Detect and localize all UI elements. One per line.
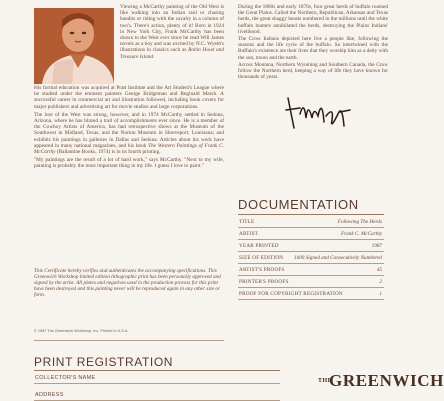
bio-para1-book: Robin Hood and Treasure Island.	[120, 47, 225, 60]
documentation-heading: DOCUMENTATION	[238, 197, 359, 212]
doc-value: 2	[379, 279, 382, 285]
doc-value: 1000 Signed and Consecutively Numbered	[294, 255, 382, 261]
registration-top-rule	[34, 340, 224, 341]
doc-row-year	[238, 240, 384, 252]
doc-value: 45	[376, 267, 382, 273]
bio-para2-end: (Ballantine Books, 1974) is in its fourth printing.	[56, 149, 161, 156]
doc-label: ARTIST	[239, 231, 259, 237]
address-field[interactable]	[34, 388, 280, 401]
doc-value: Following The Herds	[337, 219, 382, 225]
doc-value: 1	[379, 291, 382, 297]
painting-history-text	[238, 4, 388, 81]
doc-label: PROOF FOR COPYRIGHT REGISTRATION	[239, 291, 343, 297]
collector-name-label: COLLECTOR'S NAME	[35, 375, 96, 381]
certificate-statement: This Certificate hereby verifies and authenticates the accompanying specifications. This Greenwich Workshop limited edition lithographic print has been personally approved and signed by the artist. All plates and negatives used in the production process for this print have been destroyed and this painting never will be reproduced again in any other size or form.	[34, 268, 221, 299]
bio-para2-book: The Western Paintings of Frank C. McCarthy	[34, 142, 225, 156]
bio-para1-start: Born in 1924 in New York City, Frank McCarthy has been drawn to the West ever since he read Will James novels as a boy and was excited by N.C. Wyeth's illustrations in classics such as	[120, 22, 224, 54]
doc-value: Frank C. McCarthy	[340, 231, 382, 237]
doc-row-title	[238, 216, 384, 228]
brand-logo-text: GREENWICH	[329, 371, 444, 390]
history-para2: The Crow Indians depicted here live a people like, following the seasons and the life cycle of the buffalo. So intertwined with the Buffalo's existence are their lives that they worship him as a deity with the sun, moon and the earth.	[238, 36, 389, 61]
documentation-table	[238, 216, 384, 300]
doc-label: ARTIST'S PROOFS	[239, 267, 285, 273]
documentation-rule	[238, 214, 384, 215]
artist-bio-body	[34, 85, 224, 172]
doc-row-printer-proofs	[238, 276, 384, 288]
bio-quote: "My paintings are the result of a lot of hard work," says McCarthy. "Next to my wife, painting is probably the most important thing in my life. I guess I love to paint."	[34, 157, 224, 170]
doc-label: SIZE OF EDITION	[239, 255, 284, 261]
artist-bio-intro	[120, 4, 224, 60]
bio-para2	[34, 112, 224, 155]
address-label: ADDRESS	[35, 392, 64, 398]
doc-row-artist	[238, 228, 384, 240]
doc-row-copyright-proof	[238, 288, 384, 300]
doc-label: TITLE	[239, 219, 255, 225]
bio-intro-text: Viewing a McCarthy painting of the Old West is like walking into an Indian raid or chasing bandits or riding with the cavalry in a column of two's. There's action, plenty of it!	[120, 4, 224, 29]
artist-portrait-photo	[34, 8, 114, 84]
history-para1: During the 1860s and early 1870s, four great herds of buffalo roamed the Great Plains. Called the Northern, Republican, Arkansas and Texas herds, the great shaggy beasts numbered in the millions until the white buffalo hunters annihilated the herds, destroying the Plains Indians' livelihood.	[238, 4, 388, 35]
doc-value: 1987	[371, 243, 382, 249]
copyright-notice: © 1987 The Greenwich Workshop, Inc. Printed in U.S.A.	[34, 329, 129, 333]
doc-row-edition-size	[238, 252, 384, 264]
bio-para1-rest: His formal education was acquired at Pratt Institute and the Art Student's League where he studied under the eminent painters George Bridgeman and Reginald Marsh. A successful career in commercial art and illustration followed, including book covers for major publishers and advertising art for movie studios and large corporations.	[34, 85, 224, 110]
doc-label: PRINTER'S PROOFS	[239, 279, 289, 285]
doc-row-artist-proofs	[238, 264, 384, 276]
collector-name-field[interactable]	[34, 371, 280, 384]
doc-label: YEAR PRINTED	[239, 243, 279, 249]
artist-signature	[282, 88, 354, 136]
history-para3: Across Montana, Northern Wyoming and Southern Canada, the Crow follow the Northern herd, keeping a way of life they have known for thousands of years.	[238, 61, 388, 81]
bio-para2-text: The lure of the West was strong, however, and in 1974 McCarthy settled in Sedona, Arizona, where he has blazed a trail of accomplishments ever since. He is a member of the Cowboy Artists of America, has had retrospective shows at the Museum of the Southwest in Midland, Texas, and the Norton Museum in Shreveport, Louisiana; and exhibits his paintings in galleries in Dallas and Sedona. Articles about his work have appeared in many national magazines, and his book	[34, 111, 224, 149]
print-registration-heading: PRINT REGISTRATION	[34, 355, 174, 369]
brand-the: THE	[318, 378, 333, 384]
